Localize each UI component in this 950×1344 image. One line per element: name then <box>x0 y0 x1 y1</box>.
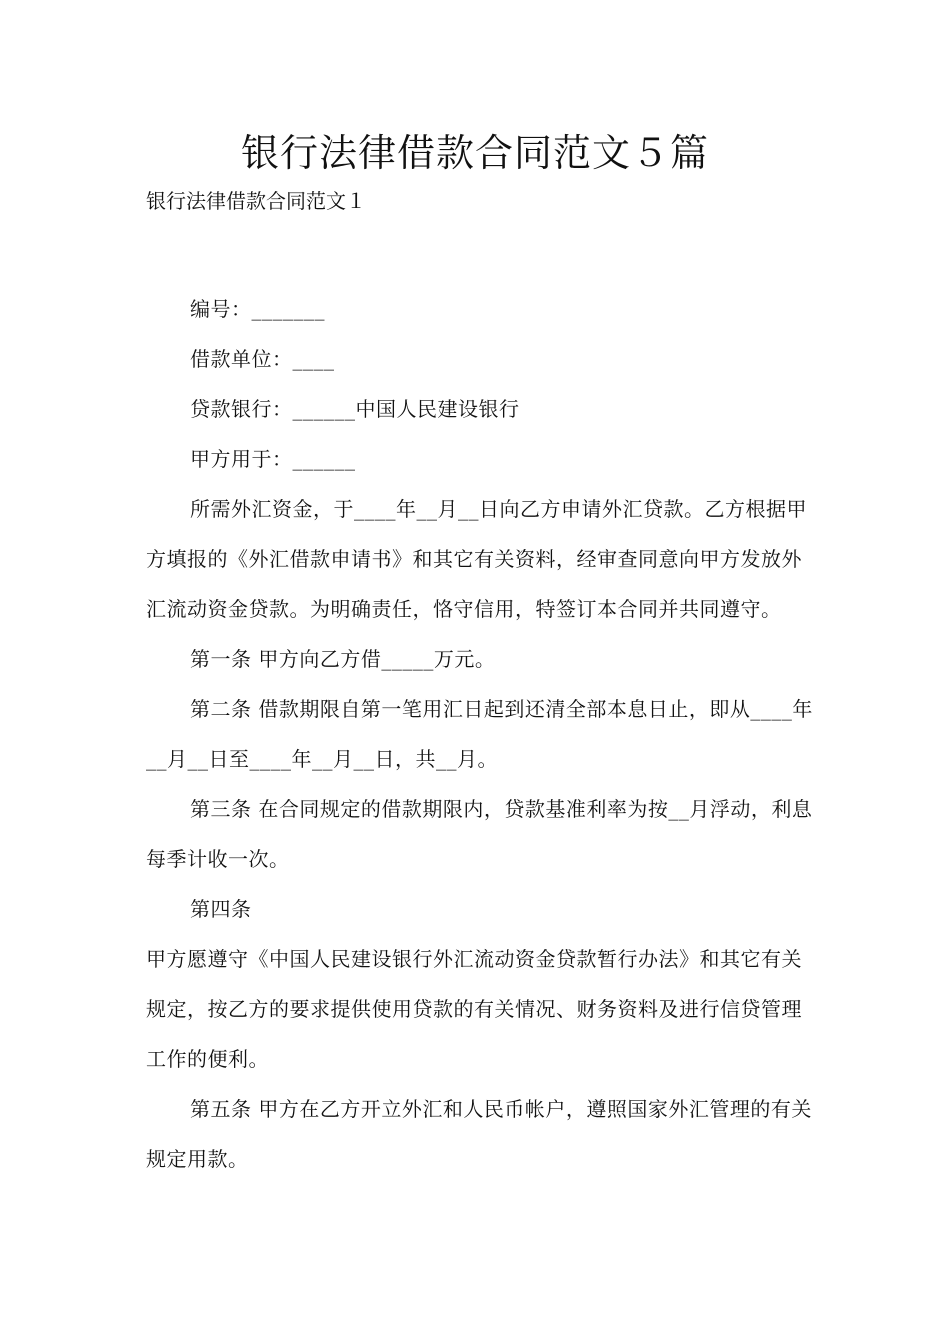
paragraph-article-5: 第五条 甲方在乙方开立外汇和人民币帐户，遵照国家外汇管理的有关规定用款。 <box>146 1097 812 1171</box>
document-subtitle: 银行法律借款合同范文１ <box>146 189 366 213</box>
paragraph-article-3: 第三条 在合同规定的借款期限内，贷款基准利率为按__月浮动，利息每季计收一次。 <box>146 797 813 871</box>
field-party-a-use: 甲方用于：______ <box>190 447 356 471</box>
field-lender: 贷款银行：______中国人民建设银行 <box>190 397 520 421</box>
document-title: 银行法律借款合同范文５篇 <box>240 131 709 175</box>
field-number: 编号：_______ <box>190 297 325 321</box>
paragraph-article-4-heading: 第四条 <box>190 897 252 921</box>
contract-body <box>146 284 818 1184</box>
field-borrower: 借款单位：____ <box>190 347 335 371</box>
paragraph-article-1: 第一条 甲方向乙方借_____万元。 <box>190 647 496 671</box>
paragraph-article-4-body: 甲方愿遵守《中国人民建设银行外汇流动资金贷款暂行办法》和其它有关规定，按乙方的要求提供使用贷款的有关情况、财务资料及进行信贷管理工作的便利。 <box>146 947 802 1071</box>
paragraph-article-2: 第二条 借款期限自第一笔用汇日起到还清全部本息日止，即从____年__月__日至____年__月__日，共__月。 <box>146 697 813 771</box>
paragraph-intro: 所需外汇资金，于____年__月__日向乙方申请外汇贷款。乙方根据甲方填报的《外汇借款申请书》和其它有关资料，经审查同意向甲方发放外汇流动资金贷款。为明确责任，恪守信用，特签订本合同并共同遵守。 <box>146 497 807 621</box>
